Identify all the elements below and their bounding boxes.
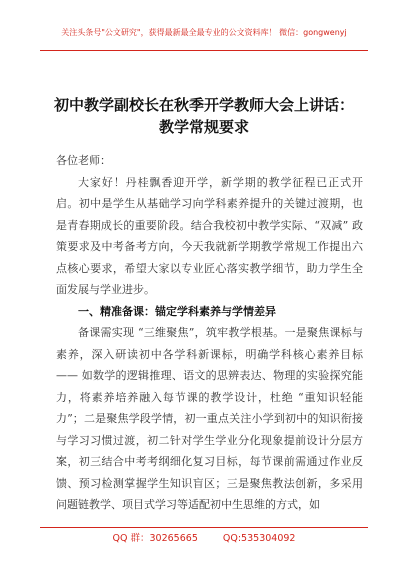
page-header-banner: 关注头条号"公文研究"，获得最新最全最专业的公文资料库！ 微信：gongwenyj (61, 28, 347, 37)
header-divider (40, 50, 368, 51)
document-body (56, 150, 363, 516)
section-heading-1: 一、精准备课：锚定学科素养与学情差异 (78, 304, 276, 318)
footer-qq-group: QQ 群：30265665 (112, 533, 198, 544)
title-line-2: 教学常规要求 (158, 118, 249, 136)
paragraph-intro: 大家好！丹桂飘香迎开学，新学期的教学征程已正式开启。初中是学生从基础学习向学科素养提升的关键过渡期，也是青春期成长的重要阶段。结合我校初中教学实际、“双减” 政策要求及中考备考方向，今天我就新学期教学常规工作提出六点核心要求，希望大家以专业匠心落实教学细节，助力学生全面发展与学业进步。 (56, 175, 363, 296)
title-line-1: 初中教学副校长在秋季开学教师大会上讲话： (53, 96, 354, 114)
greeting: 各位老师： (56, 154, 111, 167)
footer-qq-contact: QQ:535304092 (222, 533, 296, 544)
document-title (40, 94, 368, 138)
footer-divider (40, 527, 368, 528)
page-footer (40, 533, 368, 545)
paragraph-section-1: 备课需实现 “三维聚焦”，筑牢教学根基。一是聚焦课标与素养，深入研读初中各学科新课标，明确学科核心素养目标 —— 如数学的逻辑推理、语文的思辨表达、物理的实验探究能力，将素养培养融入每节课的教学设计，杜绝 “重知识轻能力”；二是聚焦学段学情，初一重点关注小学到初中的知识衔接与学习习惯过渡，初二针对学生学业分化现象提前设计分层方案，初三结合中考考纲细化复习目标，每节课前需通过作业反馈、预习检测掌握学生知识盲区；三是聚焦教法创新，多采用问题链教学、项目式学习等适配初中生思维的方式，如 (56, 326, 363, 511)
